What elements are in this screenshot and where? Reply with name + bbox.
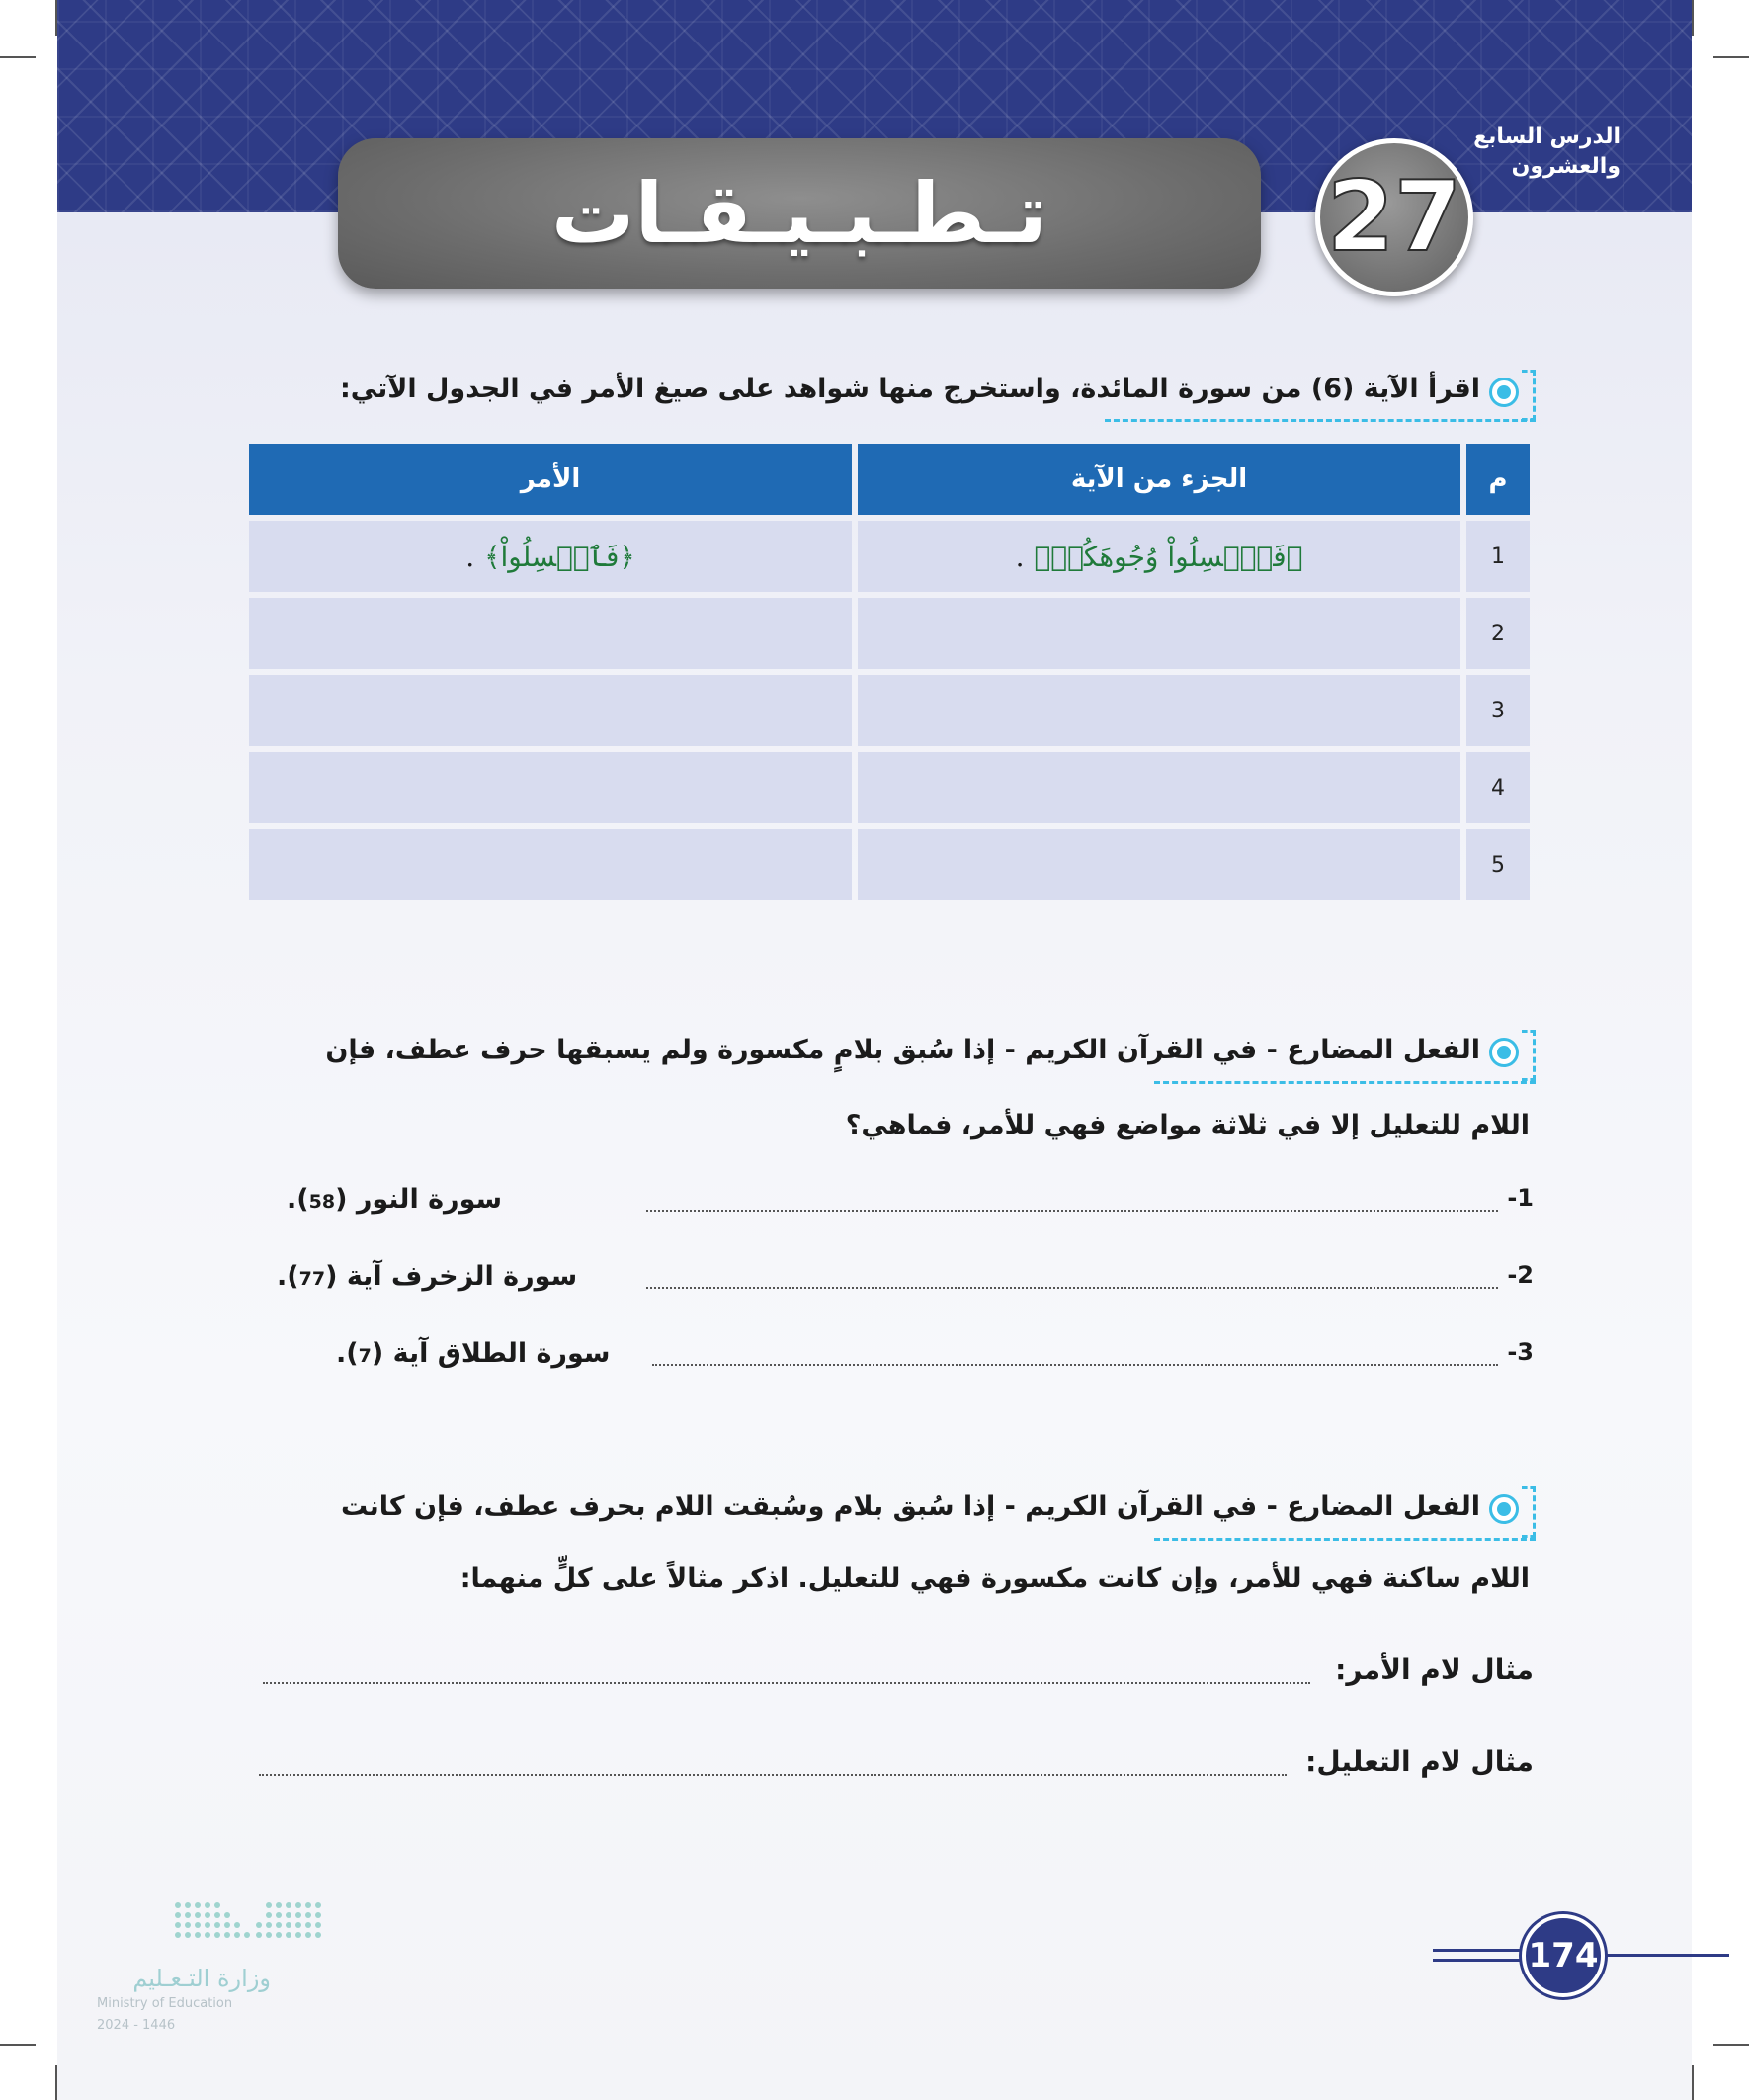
verse-text: ﴿فَٱغۡسِلُواْ وُجُوهَكُمۡ﴾ <box>1034 540 1303 573</box>
table-row <box>1466 752 1530 823</box>
trailing-dot: . <box>1015 540 1025 573</box>
paren: ( <box>335 1184 348 1215</box>
crop-mark <box>1713 56 1749 58</box>
answer-text <box>336 1338 610 1369</box>
table-header-num: م <box>1466 444 1530 515</box>
question-bracket <box>1522 1486 1536 1538</box>
ministry-name-english: Ministry of Education <box>97 1996 233 2011</box>
ministry-logo-icon <box>170 1897 328 1949</box>
page-number-badge <box>1522 1914 1605 1997</box>
table-row <box>1466 521 1530 592</box>
question2-line1: الفعل المضارع - في القرآن الكريم - إذا سُبق بلامٍ مكسورة ولم يسبقها حرف عطف، فإن <box>325 1035 1480 1065</box>
example-reason-dotted-line[interactable] <box>259 1774 1287 1776</box>
table-header-part: الجزء من الآية <box>858 444 1460 515</box>
page-number-rule <box>1433 1959 1526 1962</box>
question-bullet-icon <box>1489 1038 1519 1067</box>
surah-name: سورة الطلاق آية <box>392 1338 611 1369</box>
trailing-dot: . <box>465 540 475 573</box>
crop-mark <box>1713 2044 1749 2046</box>
question3-line2: اللام ساكنة فهي للأمر، وإن كانت مكسورة فهي للتعليل. اذكر مثالاً على كلٍّ منهما: <box>459 1563 1530 1594</box>
surah-name: سورة النور <box>356 1184 503 1215</box>
page-number: 174 <box>1528 1936 1599 1975</box>
paren: ). <box>336 1338 359 1369</box>
answer-number: 1- <box>1507 1184 1534 1212</box>
table-row <box>1466 598 1530 669</box>
crop-mark <box>0 56 36 58</box>
answer-dotted-line[interactable] <box>646 1287 1498 1289</box>
answer-text <box>287 1184 502 1215</box>
answer-number: 3- <box>1507 1338 1534 1366</box>
table-cell-command[interactable] <box>249 829 852 900</box>
surah-name: سورة الزخرف آية <box>346 1261 578 1292</box>
example-command-dotted-line[interactable] <box>263 1682 1310 1684</box>
ayah-number: 77 <box>298 1268 326 1290</box>
lesson-number: 27 <box>1326 161 1462 274</box>
table-cell-part[interactable] <box>858 598 1460 669</box>
table-cell-part[interactable] <box>858 752 1460 823</box>
table-cell-part[interactable] <box>858 829 1460 900</box>
row-number: 3 <box>1491 698 1505 723</box>
answer-number: 2- <box>1507 1261 1534 1289</box>
quran-command <box>465 541 635 573</box>
ayah-number: 7 <box>358 1345 372 1367</box>
question-bullet-icon <box>1489 378 1519 407</box>
table-row <box>1466 829 1530 900</box>
table-cell-part <box>858 521 1460 592</box>
page-title: تـطـبـيـقـات <box>551 165 1047 262</box>
table-header-command: الأمر <box>249 444 852 515</box>
answer-dotted-line[interactable] <box>646 1210 1498 1212</box>
quran-verse-part <box>1016 541 1303 573</box>
ayah-number: 58 <box>308 1191 336 1213</box>
lesson-number-badge <box>1315 138 1473 296</box>
row-number: 2 <box>1491 621 1505 646</box>
question-underline <box>1154 1538 1536 1541</box>
crop-mark <box>1692 2065 1694 2100</box>
page-number-rule <box>1601 1954 1729 1957</box>
crop-mark <box>0 2044 36 2046</box>
table-row <box>1466 675 1530 746</box>
ministry-name-arabic: وزارة التـعـليم <box>132 1965 271 1992</box>
table-cell-command[interactable] <box>249 752 852 823</box>
example-reason-label: مثال لام التعليل: <box>1305 1745 1534 1778</box>
question3-line1: الفعل المضارع - في القرآن الكريم - إذا سُبق بلام وسُبقت اللام بحرف عطف، فإن كانت <box>340 1491 1480 1522</box>
row-number: 1 <box>1491 544 1505 569</box>
table-cell-command[interactable] <box>249 598 852 669</box>
page-number-rule <box>1433 1949 1526 1952</box>
answer-dotted-line[interactable] <box>652 1364 1498 1366</box>
answer-line-2 <box>277 1261 1534 1301</box>
question-bullet-icon <box>1489 1494 1519 1524</box>
question-underline <box>1105 419 1536 422</box>
answer-text <box>277 1261 577 1292</box>
row-number: 5 <box>1491 852 1505 878</box>
crop-mark <box>1692 0 1694 36</box>
answer-line-3 <box>287 1338 1534 1378</box>
question1-text: اقرأ الآية (6) من سورة المائدة، واستخرج منها شواهد على صيغ الأمر في الجدول الآتي: <box>339 374 1480 404</box>
question2-line2: اللام للتعليل إلا في ثلاثة مواضع فهي للأمر، فماهي؟ <box>845 1110 1530 1140</box>
command-table <box>249 444 1530 910</box>
table-cell-part[interactable] <box>858 675 1460 746</box>
table-cell-command[interactable] <box>249 675 852 746</box>
edition-year: 2024 - 1446 <box>97 2018 176 2033</box>
paren: ). <box>287 1184 309 1215</box>
question-bracket <box>1522 370 1536 421</box>
paren: ( <box>325 1261 338 1292</box>
example-command-label: مثال لام الأمر: <box>1335 1653 1534 1686</box>
paren: ( <box>371 1338 384 1369</box>
table-cell-command <box>249 521 852 592</box>
paren: ). <box>277 1261 299 1292</box>
question-bracket <box>1522 1030 1536 1081</box>
command-text: ﴿فَٱغۡسِلُواْ﴾ <box>484 540 635 573</box>
title-banner <box>338 138 1261 289</box>
answer-line-1 <box>287 1184 1534 1223</box>
lesson-label: الدرس السابع والعشرون <box>1473 125 1621 179</box>
question-underline <box>1154 1081 1536 1084</box>
row-number: 4 <box>1491 775 1505 800</box>
